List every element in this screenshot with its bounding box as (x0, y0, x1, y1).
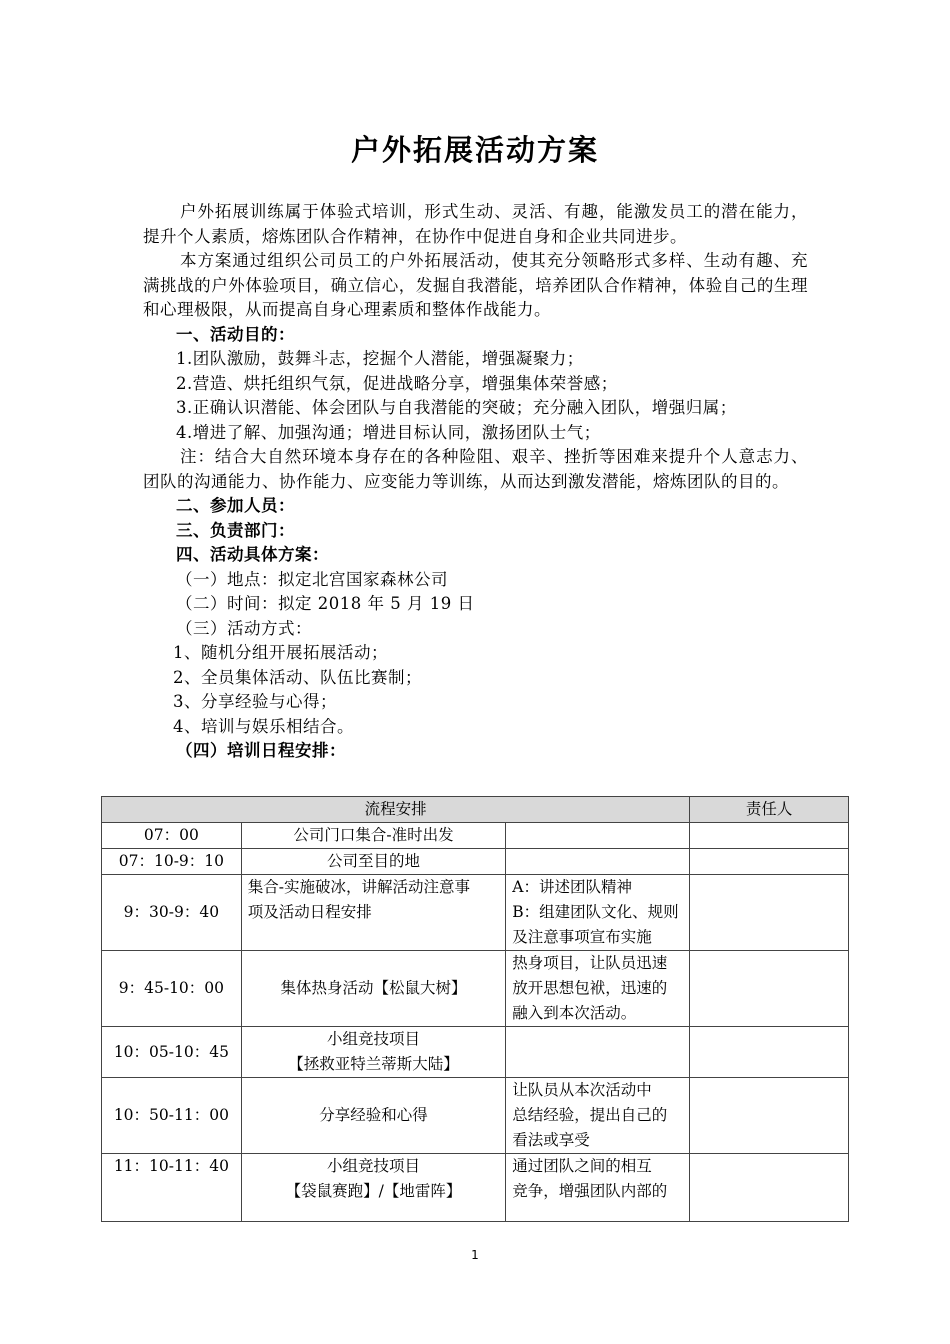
plan-method-item: 2、全员集体活动、队伍比赛制； (173, 667, 422, 687)
intro-paragraph-1: 户外拓展训练属于体验式培训，形式生动、灵活、有趣，能激发员工的潜在能力，提升个人素质，熔炼团队合作精神，在协作中促进自身和企业共同进步。 (143, 202, 808, 246)
section-heading-purpose: 一、活动目的： (176, 324, 295, 344)
row-note: 让队员从本次活动中 总结经验，提出自己的 看法或享受 (506, 1078, 690, 1154)
row-note (506, 823, 690, 849)
row-owner (690, 849, 849, 875)
table-row (102, 1027, 849, 1078)
plan-method-item: 4、培训与娱乐相结合。 (173, 716, 354, 736)
row-activity: 集合-实施破冰，讲解活动注意事 项及活动日程安排 (241, 875, 506, 951)
row-time: 10：50-11：00 (102, 1078, 242, 1154)
purpose-item: 2.营造、烘托组织气氛，促进战略分享，增强集体荣誉感； (176, 373, 618, 393)
section-heading-plan: 四、活动具体方案： (176, 545, 329, 564)
row-activity: 公司门口集合-准时出发 (241, 823, 506, 849)
plan-method-item: 1、随机分组开展拓展活动； (173, 643, 388, 662)
row-owner (690, 875, 849, 951)
row-owner (690, 1027, 849, 1078)
section-heading-department: 三、负责部门： (176, 520, 295, 540)
schedule-table (101, 796, 849, 1222)
document-body (143, 200, 808, 764)
table-row (102, 875, 849, 951)
plan-time: （二）时间：拟定 2018 年 5 月 19 日 (176, 594, 475, 613)
row-activity: 小组竞技项目 【袋鼠赛跑】/【地雷阵】 (241, 1154, 506, 1222)
row-time: 10：05-10：45 (102, 1027, 242, 1078)
row-owner (690, 1154, 849, 1222)
row-owner (690, 1078, 849, 1154)
row-note: 热身项目，让队员迅速 放开思想包袱，迅速的 融入到本次活动。 (506, 951, 690, 1027)
purpose-note: 注：结合大自然环境本身存在的各种险阻、艰辛、挫折等困难来提升个人意志力、团队的沟通能力、协作能力、应变能力等训练，从而达到激发潜能，熔炼团队的目的。 (143, 447, 808, 491)
row-activity: 小组竞技项目 【拯救亚特兰蒂斯大陆】 (241, 1027, 506, 1078)
row-activity: 集体热身活动【松鼠大树】 (241, 951, 506, 1027)
schedule-header-row (102, 797, 849, 823)
row-note: A：讲述团队精神 B：组建团队文化、规则 及注意事项宣布实施 (506, 875, 690, 951)
row-owner (690, 823, 849, 849)
row-activity: 分享经验和心得 (241, 1078, 506, 1154)
row-time: 9：30-9：40 (102, 875, 242, 951)
table-row (102, 823, 849, 849)
row-activity: 公司至目的地 (241, 849, 506, 875)
plan-method-heading: （三）活动方式： (176, 618, 312, 638)
document-title: 户外拓展活动方案 (350, 133, 599, 167)
purpose-item: 4.增进了解、加强沟通；增进目标认同，激扬团队士气； (176, 422, 601, 442)
header-flow: 流程安排 (102, 797, 690, 823)
row-time: 9：45-10：00 (102, 951, 242, 1027)
table-row (102, 1154, 849, 1222)
row-owner (690, 951, 849, 1027)
header-owner: 责任人 (690, 797, 849, 823)
row-time: 11：10-11：40 (102, 1154, 242, 1222)
row-time: 07：10-9：10 (102, 849, 242, 875)
row-note (506, 1027, 690, 1078)
row-time: 07：00 (102, 823, 242, 849)
table-row (102, 1078, 849, 1154)
section-heading-participants: 二、参加人员： (176, 496, 295, 515)
row-note (506, 849, 690, 875)
intro-paragraph-2: 本方案通过组织公司员工的户外拓展活动，使其充分领略形式多样、生动有趣、充满挑战的户外体验项目，确立信心，发掘自我潜能，培养团队合作精神，体验自己的生理和心理极限，从而提高自身心理素质和整体作战能力。 (143, 251, 808, 319)
table-row (102, 849, 849, 875)
table-row (102, 951, 849, 1027)
plan-location: （一）地点：拟定北宫国家森林公司 (176, 569, 448, 589)
page-number: 1 (471, 1248, 479, 1262)
purpose-item: 3.正确认识潜能、体会团队与自我潜能的突破；充分融入团队，增强归属； (176, 398, 737, 417)
plan-method-item: 3、分享经验与心得； (173, 692, 337, 711)
schedule-heading: （四）培训日程安排： (176, 741, 346, 760)
purpose-item: 1.团队激励，鼓舞斗志，挖掘个人潜能，增强凝聚力； (176, 349, 584, 368)
row-note: 通过团队之间的相互 竞争，增强团队内部的 (506, 1154, 690, 1222)
